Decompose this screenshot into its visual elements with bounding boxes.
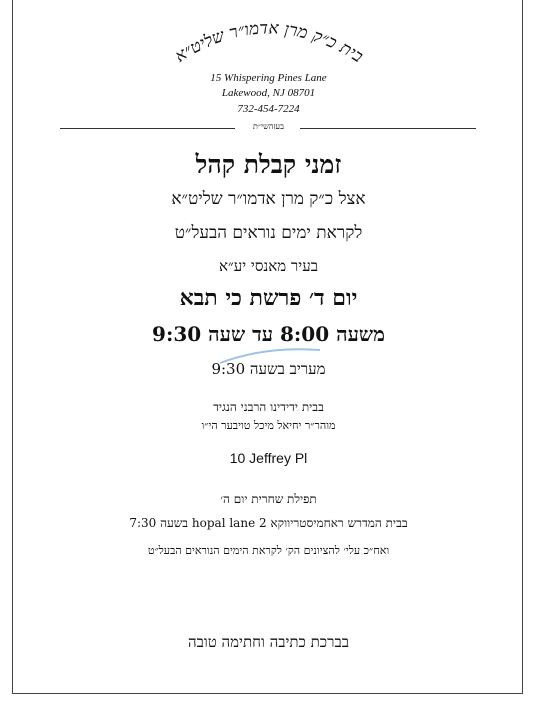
host-line: אצל כ״ק מרן אדמו״ר שליט״א xyxy=(171,189,366,209)
shacharit-place-line: בבית המדרש ראחמיסטריווקא 2 hopal lane בשעה 7:30 xyxy=(129,516,408,530)
day-line: יום ד׳ פרשת כי תבא xyxy=(179,285,358,311)
shacharit-line: תפילת שחרית יום ה׳ xyxy=(220,492,317,506)
host-name-line: מוהר״ר יחיאל מיכל טויבער הי״ו xyxy=(201,419,336,432)
hours-line: משעה 8:00 עד שעה 9:30 xyxy=(152,322,385,346)
page-title: זמני קבלת קהל xyxy=(195,150,342,179)
phone-number: 732-454-7224 xyxy=(237,103,300,115)
arch-title-text: בית כ״ק מרן אדמו״ר שליט״א xyxy=(171,18,367,67)
address-line-1: 15 Whispering Pines Lane xyxy=(210,72,327,84)
occasion-line: לקראת ימים נוראים הבעל״ט xyxy=(174,223,363,243)
after-prayer-line: ואח״כ עלי׳ להציונים הק׳ לקראת הימים הנוראים הבעל״ט xyxy=(147,544,390,557)
svg-text:בית כ״ק מרן אדמו״ר שליט״א xyxy=(171,18,366,67)
divider-right xyxy=(300,128,476,129)
host-home-line: בבית ידידינו הרבני הנגיד xyxy=(213,400,324,414)
maariv-line: מעריב בשעה 9:30 xyxy=(211,360,326,378)
closing-blessing: בברכת כתיבה וחתימה טובה xyxy=(188,633,349,651)
divider-label: בעזהשי״ת xyxy=(253,122,284,131)
street-address: 10 Jeffrey Pl xyxy=(229,450,308,466)
address-line-2: Lakewood, NJ 08701 xyxy=(221,87,316,99)
city-line: בעיר מאנסי יע״א xyxy=(219,257,318,275)
